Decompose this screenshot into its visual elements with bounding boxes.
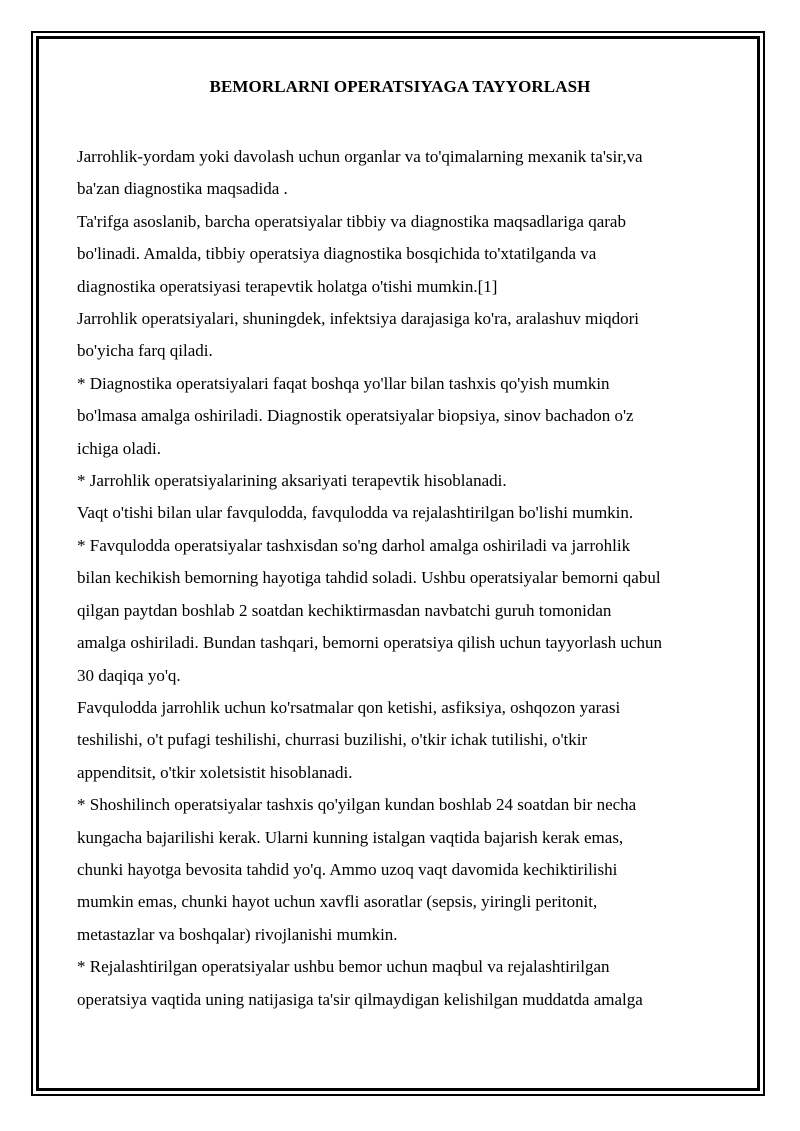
text-line: 30 daqiqa yo'q.	[77, 665, 181, 685]
document-body	[77, 141, 737, 1016]
text-line: * Favqulodda operatsiyalar tashxisdan so'ng darhol amalga oshiriladi va jarrohlik	[77, 535, 631, 555]
text-line: Jarrohlik operatsiyalari, shuningdek, infektsiya darajasiga ko'ra, aralashuv miqdori	[77, 309, 640, 329]
text-line: * Rejalashtirilgan operatsiyalar ushbu bemor uchun maqbul va rejalashtirilgan	[77, 957, 610, 977]
text-line: bilan kechikish bemorning hayotiga tahdid soladi. Ushbu operatsiyalar bemorni qabul	[77, 568, 661, 588]
text-line: bo'linadi. Amalda, tibbiy operatsiya diagnostika bosqichida to'xtatilganda va	[77, 244, 597, 264]
text-line: kungacha bajarilishi kerak. Ularni kunning istalgan vaqtida bajarish kerak emas,	[77, 827, 624, 847]
text-line: ichiga oladi.	[77, 438, 162, 458]
text-line: * Diagnostika operatsiyalari faqat boshqa yo'llar bilan tashxis qo'yish mumkin	[77, 373, 610, 393]
text-line: bo'yicha farq qiladi.	[77, 341, 213, 361]
text-line: teshilishi, o't pufagi teshilishi, churrasi buzilishi, o'tkir ichak tutilishi, o'tkir	[77, 730, 588, 750]
text-line: metastazlar va boshqalar) rivojlanishi mumkin.	[77, 924, 398, 944]
text-line: Vaqt o'tishi bilan ular favqulodda, favqulodda va rejalashtirilgan bo'lishi mumkin.	[77, 503, 634, 523]
text-line: qilgan paytdan boshlab 2 soatdan kechiktirmasdan navbatchi guruh tomonidan	[77, 600, 612, 620]
text-line: diagnostika operatsiyasi terapevtik holatga o'tishi mumkin.[1]	[77, 276, 498, 296]
text-line: chunki hayotga bevosita tahdid yo'q. Ammo uzoq vaqt davomida kechiktirilishi	[77, 859, 618, 879]
text-line: * Shoshilinch operatsiyalar tashxis qo'yilgan kundan boshlab 24 soatdan bir necha	[77, 795, 637, 815]
text-line: Ta'rifga asoslanib, barcha operatsiyalar tibbiy va diagnostika maqsadlariga qarab	[77, 211, 626, 231]
text-line: amalga oshiriladi. Bundan tashqari, bemorni operatsiya qilish uchun tayyorlash uchun	[77, 633, 662, 653]
text-line: bo'lmasa amalga oshiriladi. Diagnostik operatsiyalar biopsiya, sinov bachadon o'z	[77, 406, 634, 426]
text-line: ba'zan diagnostika maqsadida .	[77, 179, 288, 199]
text-line: appenditsit, o'tkir xoletsistit hisoblanadi.	[77, 762, 353, 782]
text-line: operatsiya vaqtida uning natijasiga ta'sir qilmaydigan kelishilgan muddatda amalga	[77, 989, 643, 1009]
text-line: Jarrohlik-yordam yoki davolash uchun organlar va to'qimalarning mexanik ta'sir,va	[77, 147, 643, 166]
text-line: Favqulodda jarrohlik uchun ko'rsatmalar qon ketishi, asfiksiya, oshqozon yarasi	[77, 697, 621, 717]
text-line: * Jarrohlik operatsiyalarining aksariyati terapevtik hisoblanadi.	[77, 471, 507, 491]
document-title: BEMORLARNI OPERATSIYAGA TAYYORLASH	[209, 77, 591, 96]
text-line: mumkin emas, chunki hayot uchun xavfli asoratlar (sepsis, yiringli peritonit,	[77, 892, 598, 912]
